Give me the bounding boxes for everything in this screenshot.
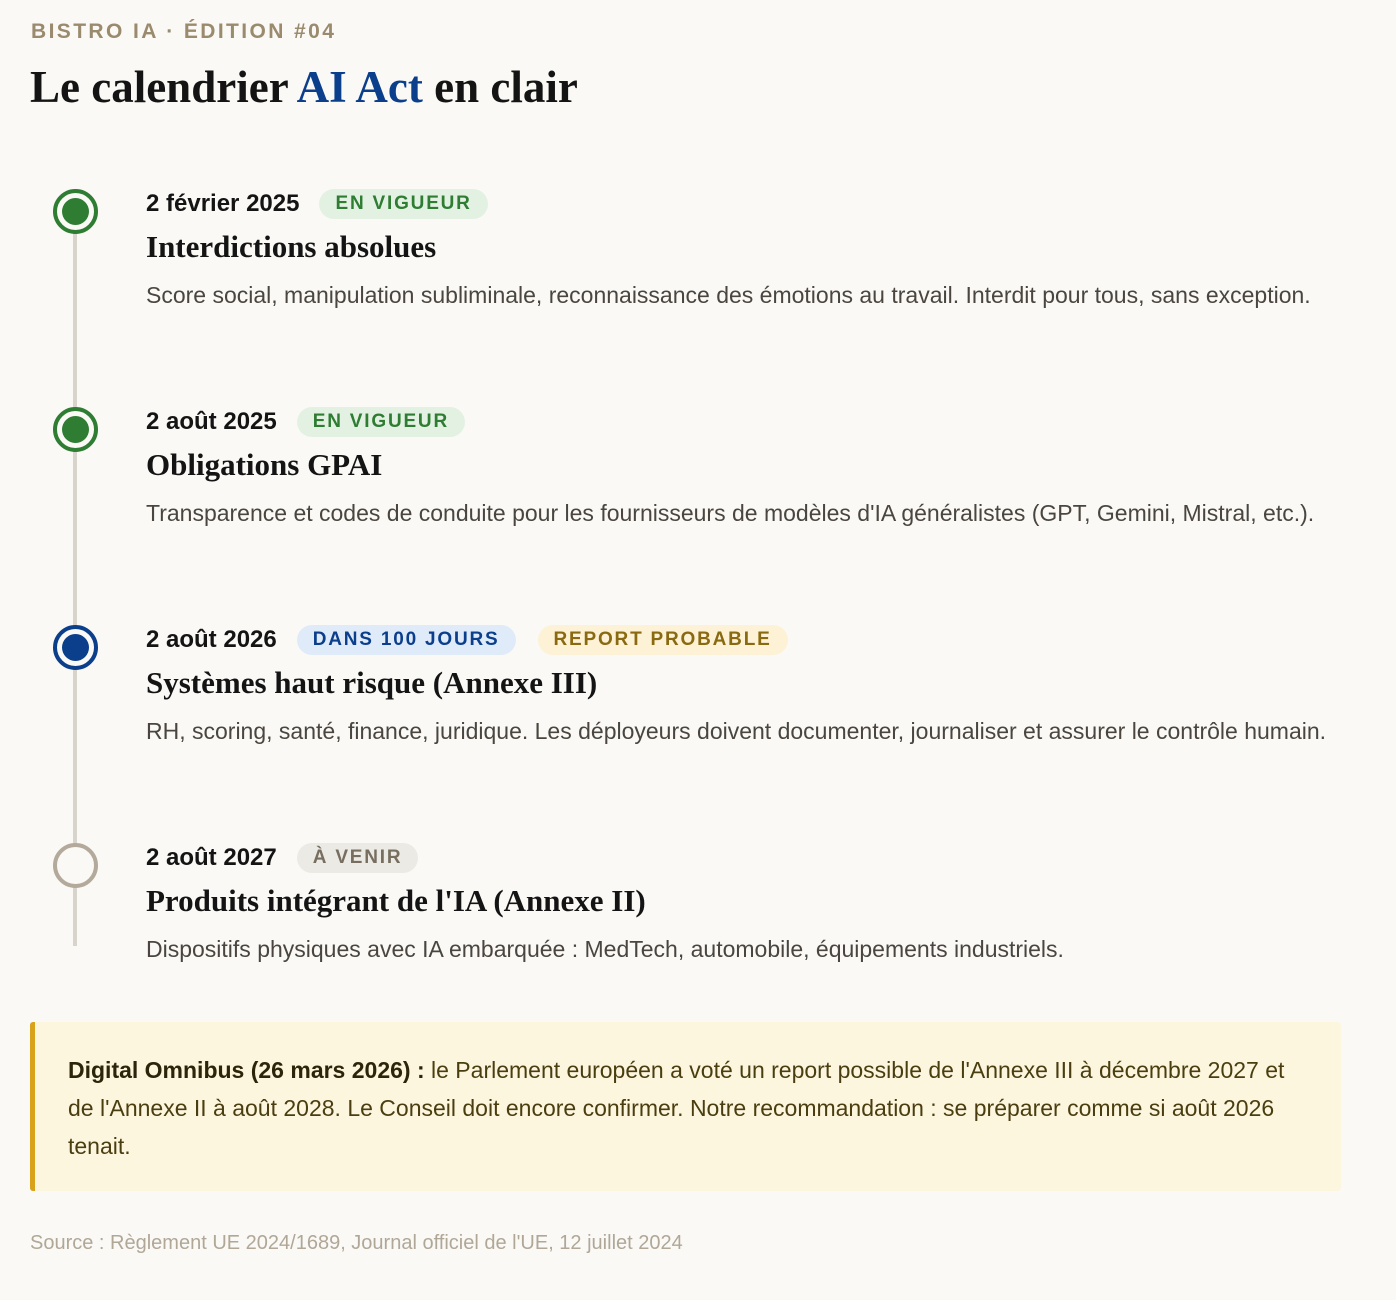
- title-suffix: en clair: [422, 62, 578, 112]
- milestone-status-icon: [53, 625, 98, 670]
- milestone-description: Score social, manipulation subliminale, reconnaissance des émotions au travail. Interdit pour tous, sans exception.: [146, 282, 1311, 308]
- milestone-title: Produits intégrant de l'IA (Annexe II): [146, 883, 646, 918]
- milestone-date: 2 février 2025: [146, 190, 300, 217]
- edition-kicker: BISTRO IA · ÉDITION #04: [31, 20, 337, 43]
- title-prefix: Le calendrier: [30, 62, 297, 112]
- status-badge: EN VIGUEUR: [297, 407, 465, 437]
- milestone-status-icon: [53, 407, 98, 452]
- source-citation: Source : Règlement UE 2024/1689, Journal officiel de l'UE, 12 juillet 2024: [30, 1232, 683, 1254]
- milestone-header: [146, 407, 487, 437]
- callout-text: le Parlement européen a voté un report possible de l'Annexe III à décembre 2027 et de l'Annexe II à août 2028. Le Conseil doit encore confirmer. Notre recommandation : se préparer comme si août 2026 tenait.: [68, 1057, 1285, 1159]
- title-accent: AI Act: [296, 62, 423, 112]
- milestone-description: Transparence et codes de conduite pour les fournisseurs de modèles d'IA généralistes (GPT, Gemini, Mistral, etc.).: [146, 500, 1315, 526]
- status-badge: EN VIGUEUR: [319, 189, 487, 219]
- milestone-header: [146, 625, 810, 655]
- milestone-title: Systèmes haut risque (Annexe III): [146, 665, 598, 700]
- milestone-header: [146, 843, 440, 873]
- milestone-description: Dispositifs physiques avec IA embarquée : MedTech, automobile, équipements industriels.: [146, 936, 1064, 962]
- milestone-date: 2 août 2026: [146, 626, 277, 653]
- milestone-status-icon: [53, 189, 98, 234]
- milestone-date: 2 août 2025: [146, 408, 277, 435]
- callout-lead: Digital Omnibus (26 mars 2026) :: [68, 1057, 425, 1083]
- status-badge: REPORT PROBABLE: [538, 625, 788, 655]
- milestone-date: 2 août 2027: [146, 844, 277, 871]
- milestone-header: [146, 189, 510, 219]
- omnibus-callout: [30, 1022, 1341, 1191]
- milestone-description: RH, scoring, santé, finance, juridique. Les déployeurs doivent documenter, journaliser et assurer le contrôle humain.: [146, 718, 1327, 744]
- milestone-status-icon: [53, 843, 98, 888]
- status-badge: À VENIR: [297, 843, 419, 873]
- timeline-rail: [73, 210, 77, 946]
- milestone-title: Obligations GPAI: [146, 447, 383, 482]
- status-badge: DANS 100 JOURS: [297, 625, 516, 655]
- milestone-title: Interdictions absolues: [146, 229, 437, 264]
